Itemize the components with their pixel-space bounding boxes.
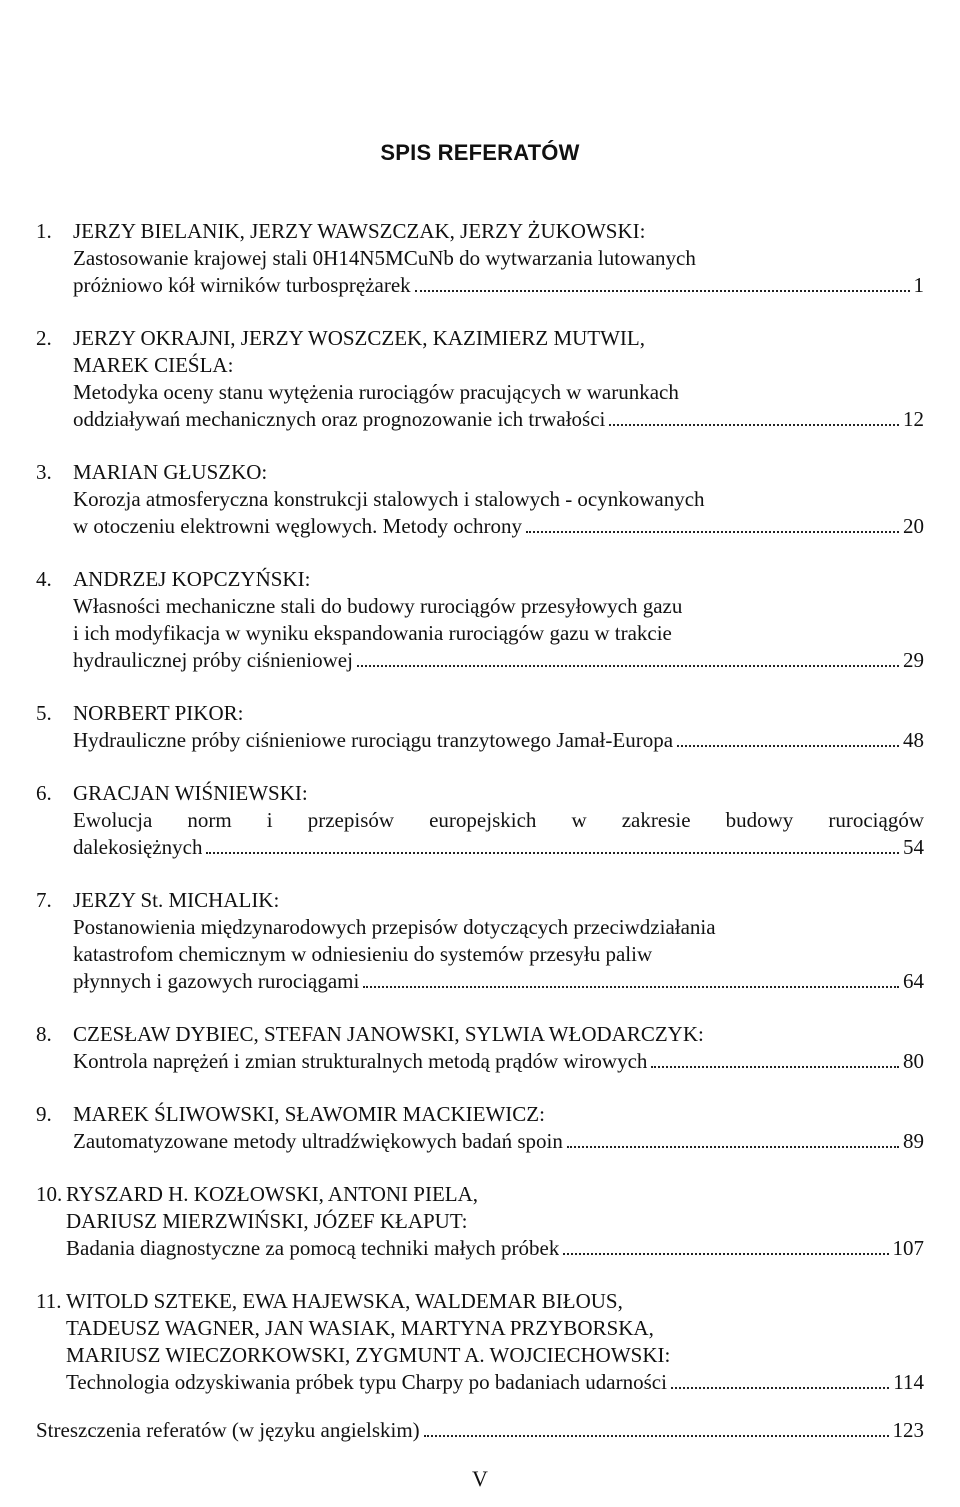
- entry-title-word: budowy: [725, 808, 794, 832]
- entry-title-word: przepisów: [307, 808, 395, 832]
- entry-last-line: [73, 1128, 924, 1155]
- toc-entry: [36, 1021, 924, 1075]
- entry-body: [73, 459, 924, 540]
- entry-number: 1.: [36, 219, 52, 243]
- entry-title-word: rurociągów: [828, 808, 924, 832]
- dot-leader: [424, 1435, 889, 1437]
- entry-last-line: [73, 727, 924, 754]
- dot-leader: [567, 1146, 899, 1148]
- entry-body: [73, 887, 924, 995]
- entry-title-line: Metodyka oceny stanu wytężenia rurociągów pracujących w warunkach: [73, 380, 679, 404]
- dot-leader: [671, 1387, 889, 1389]
- entry-title-word: europejskich: [429, 808, 537, 832]
- entry-title-line: próżniowo kół wirników turbosprężarek: [73, 273, 411, 297]
- entry-page-number: 1: [913, 273, 924, 297]
- entry-page-number: 48: [903, 728, 924, 752]
- entry-page-number: 114: [893, 1370, 924, 1394]
- entry-number: 7.: [36, 888, 52, 912]
- entry-title-word: Ewolucja: [73, 808, 153, 832]
- entry-number: 4.: [36, 567, 52, 591]
- entry-authors: MAREK ŚLIWOWSKI, SŁAWOMIR MACKIEWICZ:: [73, 1102, 545, 1126]
- entry-number: 6.: [36, 781, 52, 805]
- dot-leader: [206, 852, 899, 854]
- toc-entry: [36, 325, 924, 433]
- entry-title-line: Zastosowanie krajowej stali 0H14N5MCuNb do wytwarzania lutowanych: [73, 246, 696, 270]
- entry-body: [66, 1288, 924, 1396]
- toc-entry: [36, 887, 924, 995]
- entry-number: 9.: [36, 1102, 52, 1126]
- entry-last-line: [73, 272, 924, 299]
- entry-body: [73, 1101, 924, 1155]
- entry-page-number: 54: [903, 835, 924, 859]
- entry-authors: NORBERT PIKOR:: [73, 701, 244, 725]
- entry-body: [73, 325, 924, 433]
- dot-leader: [357, 665, 899, 667]
- entry-title-line: katastrofom chemicznym w odniesieniu do systemów przesyłu paliw: [73, 942, 653, 966]
- entry-title-line: i ich modyfikacja w wyniku ekspandowania rurociągów gazu w trakcie: [73, 621, 672, 645]
- dot-leader: [651, 1066, 899, 1068]
- summary-line: [36, 1417, 924, 1444]
- entry-last-line: [73, 834, 924, 861]
- entry-title-line: Hydrauliczne próby ciśnieniowe rurociągu tranzytowego Jamał-Europa: [73, 728, 674, 752]
- toc-entry: [36, 700, 924, 754]
- entry-authors: MARIUSZ WIECZORKOWSKI, ZYGMUNT A. WOJCIECHOWSKI:: [66, 1343, 671, 1367]
- entry-authors: MARIAN GŁUSZKO:: [73, 460, 268, 484]
- entry-title-word: i: [266, 808, 273, 832]
- entry-authors: CZESŁAW DYBIEC, STEFAN JANOWSKI, SYLWIA WŁODARCZYK:: [73, 1022, 704, 1046]
- entry-title-word: w: [571, 808, 587, 832]
- entry-title-word: zakresie: [621, 808, 691, 832]
- summary-page-number: 123: [892, 1418, 924, 1442]
- entry-page-number: 20: [903, 514, 924, 538]
- entry-number: 10.: [36, 1182, 63, 1206]
- entry-title-line: Technologia odzyskiwania próbek typu Charpy po badaniach udarności: [66, 1370, 667, 1394]
- dot-leader: [526, 531, 899, 533]
- entry-number: 3.: [36, 460, 52, 484]
- toc-entry: [36, 1288, 924, 1396]
- toc-entry: [36, 218, 924, 299]
- entry-page-number: 64: [903, 969, 924, 993]
- entry-title-line: Postanowienia międzynarodowych przepisów dotyczących przeciwdziałania: [73, 915, 716, 939]
- entry-number: 8.: [36, 1022, 52, 1046]
- toc-entry: [36, 459, 924, 540]
- entry-number: 2.: [36, 326, 52, 350]
- entry-last-line: [73, 647, 924, 674]
- entry-title-word: norm: [187, 808, 232, 832]
- summary-entry: [36, 1417, 924, 1444]
- entry-last-line: [66, 1369, 924, 1396]
- entry-authors: JERZY St. MICHALIK:: [73, 888, 280, 912]
- entry-authors: JERZY OKRAJNI, JERZY WOSZCZEK, KAZIMIERZ MUTWIL,: [73, 326, 646, 350]
- entry-authors: ANDRZEJ KOPCZYŃSKI:: [73, 567, 311, 591]
- entry-authors: DARIUSZ MIERZWIŃSKI, JÓZEF KŁAPUT:: [66, 1209, 468, 1233]
- entry-title-line: dalekosiężnych: [73, 835, 203, 859]
- page-title: SPIS REFERATÓW: [380, 140, 580, 165]
- entry-body: [73, 218, 924, 299]
- entry-title-line: Zautomatyzowane metody ultradźwiękowych badań spoin: [73, 1129, 563, 1153]
- dot-leader: [677, 745, 899, 747]
- entry-authors: MAREK CIEŚLA:: [73, 353, 234, 377]
- dot-leader: [363, 986, 899, 988]
- entry-title-line: [73, 807, 924, 834]
- entry-body: [73, 700, 924, 754]
- entry-title-line: w otoczeniu elektrowni węglowych. Metody ochrony: [73, 514, 523, 538]
- table-of-contents: [36, 218, 924, 1422]
- entry-page-number: 89: [903, 1129, 924, 1153]
- entry-authors: TADEUSZ WAGNER, JAN WASIAK, MARTYNA PRZYBORSKA,: [66, 1316, 654, 1340]
- entry-title-line: płynnych i gazowych rurociągami: [73, 969, 360, 993]
- page-number-footer: V: [472, 1466, 488, 1491]
- entry-title-line: hydraulicznej próby ciśnieniowej: [73, 648, 353, 672]
- entry-page-number: 29: [903, 648, 924, 672]
- entry-body: [73, 566, 924, 674]
- entry-title-line: Korozja atmosferyczna konstrukcji stalowych i stalowych - ocynkowanych: [73, 487, 705, 511]
- entry-last-line: [73, 968, 924, 995]
- entry-page-number: 80: [903, 1049, 924, 1073]
- entry-last-line: [73, 406, 924, 433]
- entry-page-number: 107: [892, 1236, 924, 1260]
- dot-leader: [609, 424, 899, 426]
- entry-number: 11.: [36, 1289, 62, 1313]
- entry-title-line: oddziaływań mechanicznych oraz prognozowanie ich trwałości: [73, 407, 606, 431]
- toc-entry: [36, 780, 924, 861]
- dot-leader: [415, 290, 910, 292]
- entry-page-number: 12: [903, 407, 924, 431]
- entry-body: [66, 1181, 924, 1262]
- entry-authors: JERZY BIELANIK, JERZY WAWSZCZAK, JERZY ŻUKOWSKI:: [73, 219, 646, 243]
- dot-leader: [563, 1253, 888, 1255]
- entry-last-line: [73, 513, 924, 540]
- entry-body: [73, 780, 924, 861]
- toc-entry: [36, 1181, 924, 1262]
- entry-title-line: Własności mechaniczne stali do budowy rurociągów przesyłowych gazu: [73, 594, 683, 618]
- entry-body: [73, 1021, 924, 1075]
- entry-authors: GRACJAN WIŚNIEWSKI:: [73, 781, 308, 805]
- entry-last-line: [66, 1235, 924, 1262]
- entry-authors: WITOLD SZTEKE, EWA HAJEWSKA, WALDEMAR BIŁOUS,: [66, 1289, 623, 1313]
- entry-title-line: Badania diagnostyczne za pomocą techniki małych próbek: [66, 1236, 560, 1260]
- entry-number: 5.: [36, 701, 52, 725]
- toc-entry: [36, 566, 924, 674]
- toc-entry: [36, 1101, 924, 1155]
- entry-title-line: Kontrola naprężeń i zmian strukturalnych metodą prądów wirowych: [73, 1049, 648, 1073]
- summary-text: Streszczenia referatów (w języku angielskim): [36, 1418, 420, 1442]
- entry-last-line: [73, 1048, 924, 1075]
- entry-authors: RYSZARD H. KOZŁOWSKI, ANTONI PIELA,: [66, 1182, 479, 1206]
